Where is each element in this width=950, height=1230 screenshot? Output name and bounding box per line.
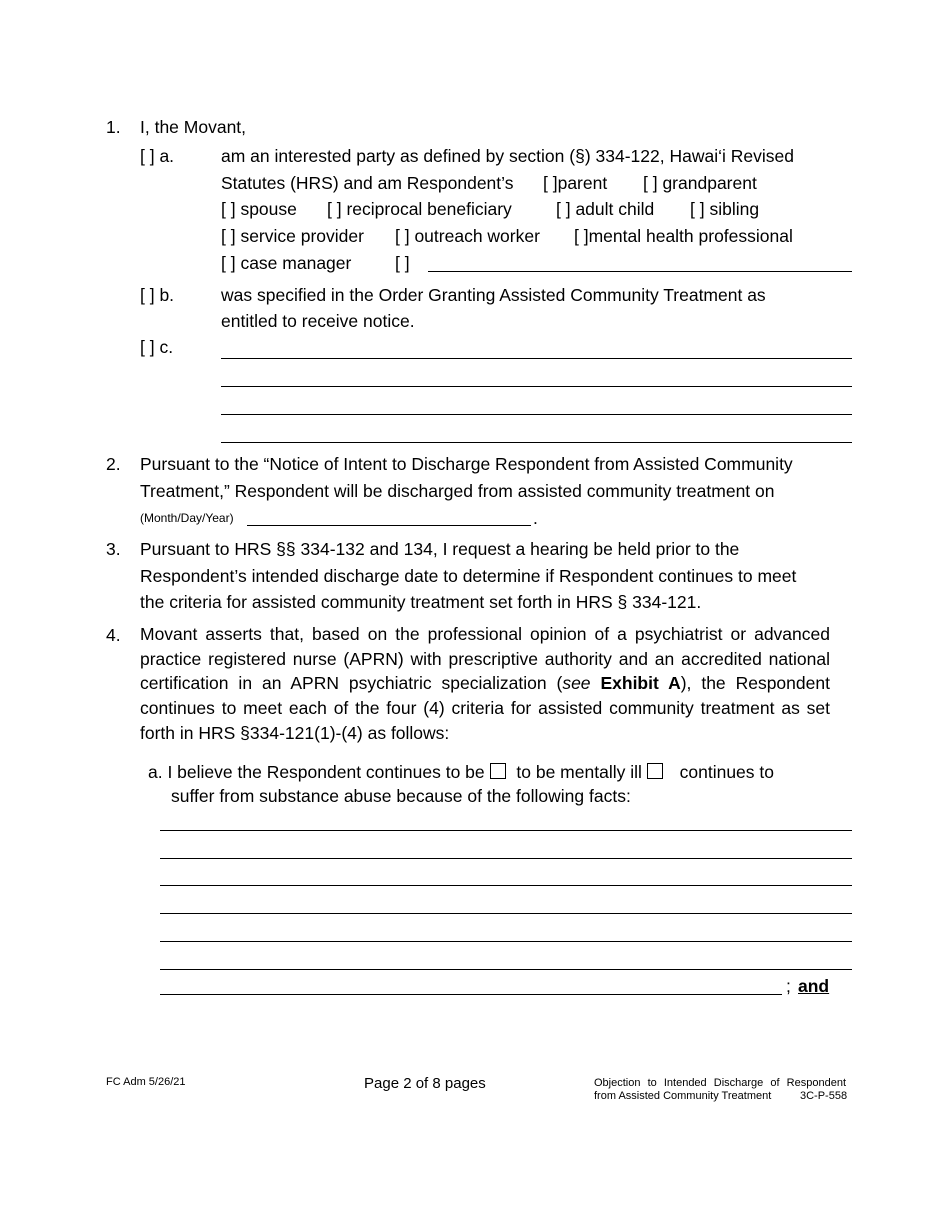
footer-form-number: 3C-P-558 bbox=[800, 1090, 848, 1102]
semicolon: ; bbox=[786, 976, 791, 996]
option-parent[interactable]: [ ]parent bbox=[543, 173, 608, 193]
item-2-line1: Pursuant to the “Notice of Intent to Discharge Respondent from Assisted Community bbox=[140, 454, 793, 474]
date-label: (Month/Day/Year) bbox=[140, 511, 234, 525]
option-outreach-worker[interactable]: [ ] outreach worker bbox=[395, 226, 540, 246]
item-1b-line1: was specified in the Order Granting Assisted Community Treatment as bbox=[221, 285, 766, 305]
footer-title-line1: Objection to Intended Discharge of Respondent bbox=[594, 1077, 846, 1089]
facts-line[interactable] bbox=[160, 885, 852, 886]
option-mental-health-professional[interactable]: [ ]mental health professional bbox=[574, 226, 793, 246]
option-reciprocal-beneficiary[interactable]: [ ] reciprocal beneficiary bbox=[327, 199, 512, 219]
checkbox-4a-mentally-ill[interactable] bbox=[490, 763, 506, 779]
item-1-text: I, the Movant, bbox=[140, 117, 247, 137]
item-3-number: 3. bbox=[106, 539, 121, 559]
item-4a-post: continues to bbox=[679, 762, 774, 782]
option-sibling[interactable]: [ ] sibling bbox=[690, 199, 760, 219]
item-1a-line1: am an interested party as defined by section (§) 334-122, Hawai‘i Revised bbox=[221, 146, 794, 166]
discharge-date-line[interactable] bbox=[247, 525, 531, 526]
exhibit-a: Exhibit A bbox=[600, 673, 681, 694]
item-4-line3-post: ), the bbox=[680, 673, 726, 694]
item-1c-line[interactable] bbox=[221, 358, 852, 359]
item-3-line2: Respondent’s intended discharge date to determine if Respondent continues to meet bbox=[140, 566, 797, 586]
item-4-line1: Movant asserts that, based on the professional opinion of a psychiatrist or advanced bbox=[140, 624, 830, 644]
item-1-number: 1. bbox=[106, 117, 121, 137]
option-other[interactable]: [ ] bbox=[395, 253, 410, 273]
checkbox-1a[interactable]: [ ] a. bbox=[140, 146, 175, 166]
facts-line[interactable] bbox=[160, 913, 852, 914]
item-2-line2: Treatment,” Respondent will be discharged from assisted community treatment on bbox=[140, 481, 775, 501]
option-case-manager[interactable]: [ ] case manager bbox=[221, 253, 352, 273]
facts-line[interactable] bbox=[160, 858, 852, 859]
item-4-number: 4. bbox=[106, 625, 121, 645]
option-adult-child[interactable]: [ ] adult child bbox=[556, 199, 655, 219]
item-3-line3: the criteria for assisted community treatment set forth in HRS § 334-121. bbox=[140, 592, 702, 612]
option-spouse[interactable]: [ ] spouse bbox=[221, 199, 297, 219]
item-4a-line1 bbox=[148, 762, 774, 782]
item-2-number: 2. bbox=[106, 454, 121, 474]
footer-page-number: Page 2 of 8 pages bbox=[364, 1075, 486, 1092]
option-grandparent[interactable]: [ ] grandparent bbox=[643, 173, 757, 193]
item-1a-line2: Statutes (HRS) and am Respondent’s bbox=[221, 173, 514, 193]
and-text: and bbox=[798, 976, 830, 996]
facts-line[interactable] bbox=[160, 969, 852, 970]
item-1c-line[interactable] bbox=[221, 414, 852, 415]
other-relationship-line[interactable] bbox=[428, 271, 852, 272]
facts-line[interactable] bbox=[160, 941, 852, 942]
item-1b-line2: entitled to receive notice. bbox=[221, 311, 415, 331]
item-4-line2: practice registered nurse (APRN) with prescriptive authority and an accredited bbox=[140, 648, 762, 669]
option-service-provider[interactable]: [ ] service provider bbox=[221, 226, 364, 246]
footer-form-code: FC Adm 5/26/21 bbox=[106, 1076, 186, 1088]
item-4-paragraph bbox=[140, 622, 830, 746]
item-4-line5: treatment as set forth in HRS §334-121(1)-(4) as follows: bbox=[140, 698, 830, 743]
item-4a-mid: to be mentally ill bbox=[516, 762, 642, 782]
see-italic: see bbox=[562, 673, 591, 694]
item-4-line4: Respondent continues to meet each of the four (4) criteria for assisted community bbox=[140, 673, 830, 719]
footer-title-line2: from Assisted Community Treatment bbox=[594, 1090, 772, 1102]
facts-line[interactable] bbox=[160, 830, 852, 831]
item-4-line3-pre: national certification in an APRN psychiatric specialization ( bbox=[140, 648, 830, 694]
facts-last-line[interactable] bbox=[160, 994, 782, 995]
checkbox-1c[interactable]: [ ] c. bbox=[140, 337, 174, 357]
item-1c-line[interactable] bbox=[221, 386, 852, 387]
item-4a-line2: suffer from substance abuse because of the following facts: bbox=[171, 786, 631, 806]
checkbox-1b[interactable]: [ ] b. bbox=[140, 285, 175, 305]
item-1c-line[interactable] bbox=[221, 442, 852, 443]
date-period: . bbox=[533, 508, 538, 528]
item-3-line1: Pursuant to HRS §§ 334-132 and 134, I request a hearing be held prior to the bbox=[140, 539, 740, 559]
item-4a-pre: a. I believe the Respondent continues to be bbox=[148, 762, 485, 782]
checkbox-4a-substance-abuse[interactable] bbox=[647, 763, 663, 779]
